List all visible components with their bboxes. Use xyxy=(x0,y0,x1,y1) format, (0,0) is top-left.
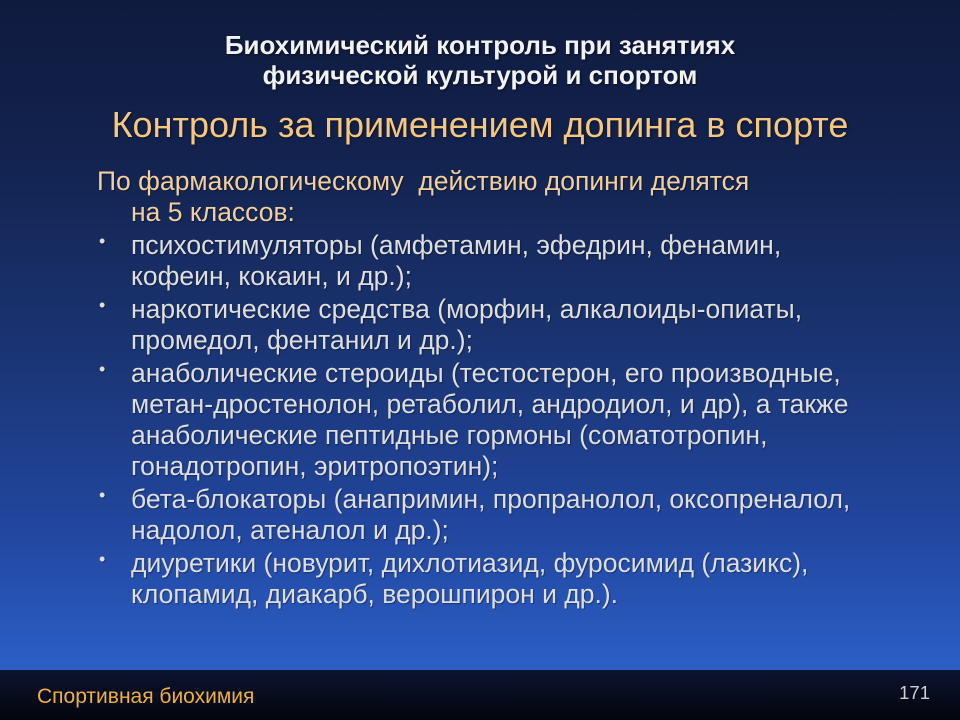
bullet-marker: • xyxy=(99,548,106,569)
item-line: промедол, фентанил и др.); xyxy=(131,324,473,355)
bullet-marker: • xyxy=(99,230,106,251)
slide-title xyxy=(0,30,960,90)
intro-line: По фармакологическому действию допинги делятся xyxy=(97,165,750,196)
slide-subtitle: Контроль за применением допинга в спорте xyxy=(111,104,849,145)
item-line: наркотические средства (морфин, алкалоиды-опиаты, xyxy=(131,293,803,324)
bullet-item-diuretics xyxy=(97,548,942,610)
bullet-item-psychostimulants xyxy=(97,230,942,292)
body-text xyxy=(97,166,942,610)
bullet-marker: • xyxy=(99,294,106,315)
item-line: кофеин, кокаин, и др.); xyxy=(131,260,412,291)
bullet-marker: • xyxy=(99,484,106,505)
item-line: гонадотропин, эритропоэтин); xyxy=(131,450,499,481)
item-line: диуретики (новурит, дихлотиазид, фуросимид (лазикс), xyxy=(131,547,809,578)
item-line: анаболические стероиды (тестостерон, его производные, xyxy=(131,357,841,388)
intro-line: на 5 классов: xyxy=(131,196,295,227)
item-line: клопамид, диакарб, верошпирон и др.). xyxy=(131,578,619,609)
bullet-item-narcotics xyxy=(97,294,942,356)
item-line: бета-блокаторы (анапримин, пропранолол, оксопреналол, xyxy=(131,483,851,514)
footer-course-name: Спортивная биохимия xyxy=(37,685,255,708)
slide-page-number: 171 xyxy=(899,682,930,703)
item-line: надолол, атеналол и др.); xyxy=(131,514,449,545)
intro-paragraph xyxy=(97,166,942,228)
item-line: психостимуляторы (амфетамин, эфедрин, фенамин, xyxy=(131,229,782,260)
bullet-item-beta-blockers xyxy=(97,484,942,546)
title-line: Биохимический контроль при занятиях xyxy=(224,30,736,60)
bullet-item-anabolic-steroids xyxy=(97,358,942,482)
item-line: анаболические пептидные гормоны (соматотропин, xyxy=(131,419,768,450)
title-line: физической культурой и спортом xyxy=(262,60,698,90)
item-line: метан-дростенолон, ретаболил, андродиол, и др), а также xyxy=(131,388,849,419)
bullet-marker: • xyxy=(99,358,106,379)
